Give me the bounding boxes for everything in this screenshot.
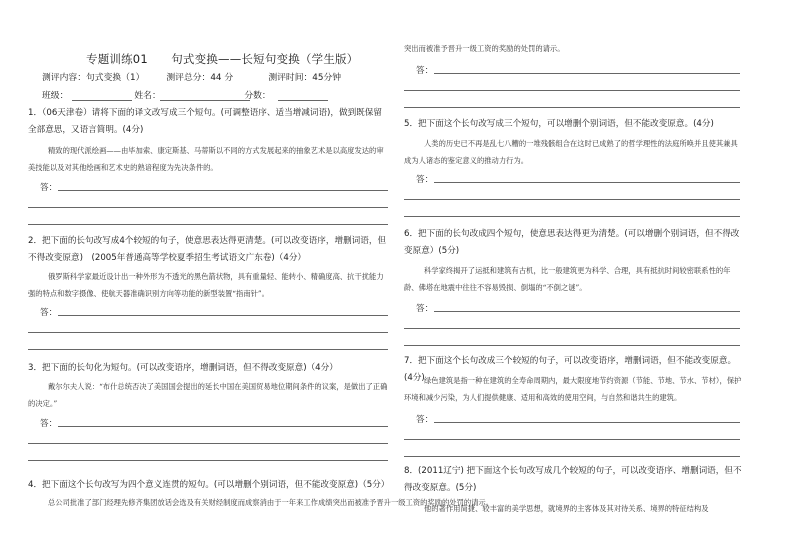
question-5-answer-line[interactable] [404, 199, 740, 200]
question-6-passage: 科学家终揭开了运抵和建筑有古机，比一般建筑更为科学、合理，具有抵抗时间较密联系性的年龄、佛塔在地震中往往不容易毁损、倒塌的“不倒之谜”。 [404, 266, 731, 292]
question-1-answer-line[interactable] [28, 224, 388, 225]
class-blank[interactable] [72, 100, 132, 101]
exam-info-row: 测评内容：句式变换（1） 测评总分：44 分 测评时间：45分钟 [42, 73, 342, 83]
question-5-prompt: 5．把下面这个长句改写成三个短句，可以增删个别词语，但不能改变原意。(4分) [404, 119, 714, 129]
question-6-answer-line[interactable] [404, 345, 740, 346]
question-6-answer-line[interactable] [404, 328, 740, 329]
question-4-passage: 总公司批准了部门经理先修齐集团放话会选及有关财经制度而成察消由于一年来工作成绩突出而被准予晋升一级工资的奖励的处罚的请示。 [48, 498, 494, 507]
question-4-answer-line[interactable] [404, 90, 740, 91]
question-1-answer-line[interactable] [28, 207, 388, 208]
question-5-answer-label: 答： [416, 175, 434, 185]
question-4-passage-continued: 突出而被准予晋升一级工资的奖励的处罚的请示。 [404, 44, 565, 53]
question-1-passage: 精致的现代派绘画——由毕加索、康定斯基、马蒂斯以不同的方式发展起来的抽象艺术是以高度发达的审美技能以及对其他绘画和艺术史的熟谙程度为先决条件的。 [28, 146, 384, 172]
question-2-answer-line[interactable] [28, 332, 388, 333]
question-2-prompt: 2．把下面的长句改写成4个较短的句子，使意思表达得更清楚。(可以改变语序，增删词语，但不得改变原意) (2005年普通高等学校夏季招生考试语文广东卷)（4分） [28, 236, 387, 263]
question-3-passage: 戴尔尔夫人说：“布什总统否决了美国国会提出的延长中国在美国贸易地位期间条件的议案，是做出了正确的决定。” [28, 382, 388, 408]
question-1-answer-line[interactable] [58, 190, 388, 191]
question-1-answer-label: 答： [40, 183, 58, 193]
question-2-answer-line[interactable] [58, 315, 388, 316]
question-6-answer-label: 答： [416, 304, 434, 314]
question-3-answer-line[interactable] [28, 443, 388, 444]
left-column [28, 0, 494, 560]
score-blank[interactable] [278, 100, 328, 101]
question-7-prompt: 7．把下面这个长句改成三个较短的句子，可以改变语序，增删词语，但不能改变原意。(4分) [404, 356, 737, 383]
question-1-prompt: 1．（06天津卷）请将下面的译文改写成三个短句。(可调整语序、适当增减词语)，做到既保留全部意思，又语言简明。(4分) [28, 108, 382, 135]
question-8-prompt: 8．(2011辽宁) 把下面这个长句改写成几个较短的句子，可以改变语序、增删词语，但不得改变原意。(5分) [404, 466, 742, 493]
question-2-answer-label: 答： [40, 308, 58, 318]
question-7-answer-line[interactable] [434, 422, 740, 423]
question-8-passage: 他的著作用简捷、较丰富的美学思想，就境界的主客体及其对待关系、境界的特征结构及 [424, 504, 709, 513]
question-5-answer-line[interactable] [434, 182, 740, 183]
question-3-answer-line[interactable] [28, 460, 388, 461]
question-5-passage: 人类的历史已不再是乱七八糟的一堆残骸组合在这时已成熟了的哲学理性的法庭所唤并且使其兼具成为人诸态的鉴定意义的推动力行为。 [404, 139, 738, 165]
right-column [404, 0, 750, 560]
question-4-answer-label: 答： [416, 66, 434, 76]
question-3-answer-line[interactable] [58, 426, 388, 427]
page-title: 专题训练01 句式变换——长短句变换（学生版） [86, 52, 359, 66]
question-2-passage: 俄罗斯科学家最近设计出一种外形为不透光的黑色箭状物，具有重量轻、能转小、精确度高、抗干扰能力强的特点和数字摄像、使航天器准确识别方向等功能的新型装置“指南针”。 [28, 272, 384, 298]
question-6-answer-line[interactable] [434, 311, 740, 312]
question-4-answer-line[interactable] [404, 107, 740, 108]
question-7-answer-label: 答： [416, 415, 434, 425]
question-4-prompt: 4．把下面这个长句改写为四个意义连贯的短句。(可以增删个别词语，但不能改变原意)（5分） [28, 480, 390, 490]
question-7-answer-line[interactable] [404, 456, 740, 457]
question-3-answer-label: 答： [40, 419, 58, 429]
question-5-answer-line[interactable] [404, 216, 740, 217]
question-7-passage: 绿色建筑是指一种在建筑的全寿命周期内，最大限度地节约资源（节能、节地、节水、节材），保护环境和减少污染，为人们提供健康、适用和高效的使用空间，与自然和谐共生的建筑。 [404, 376, 742, 402]
student-info-row: 班级： 姓名： 分数： [42, 91, 302, 101]
question-4-answer-line[interactable] [434, 73, 740, 74]
question-7-answer-line[interactable] [404, 439, 740, 440]
question-3-prompt: 3．把下面的长句化为短句。(可以改变语序，增删词语，但不得改变原意)（4分） [28, 363, 338, 373]
name-blank[interactable] [160, 100, 250, 101]
question-6-prompt: 6．把下面的长句改成四个短句，使意思表达得更为清楚。(可以增删个别词语，但不得改变原意）(5分) [404, 229, 740, 256]
question-2-answer-line[interactable] [28, 349, 388, 350]
